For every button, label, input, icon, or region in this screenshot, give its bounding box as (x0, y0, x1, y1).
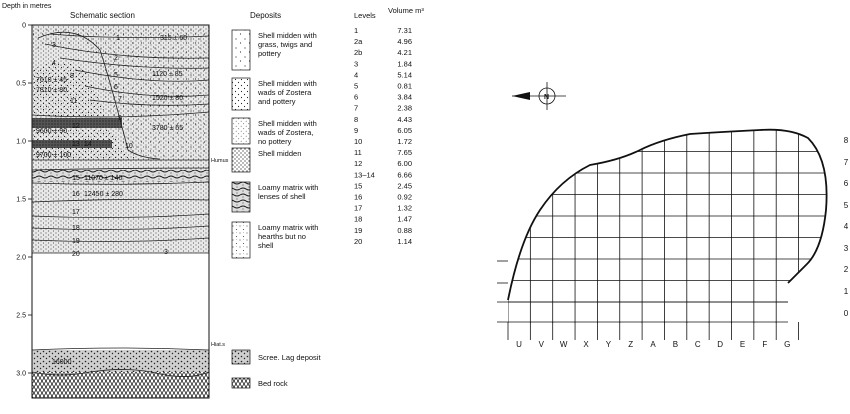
date-label: 16000 (52, 359, 72, 366)
plan-row-label: 0 (843, 309, 849, 318)
section-level-label: 1 (116, 35, 120, 42)
section-blank-zone (32, 253, 209, 350)
plan-row-label: 2 (843, 265, 849, 274)
levels-rows (354, 26, 412, 246)
bedrock-zone (32, 372, 209, 398)
section-level-label: 20 (72, 251, 80, 258)
plan-column-label: V (538, 340, 545, 349)
level-id: 16 (354, 192, 363, 202)
legend-swatch (232, 350, 250, 364)
hiatus-label: Hiat.s (211, 342, 226, 348)
plan-column-label: Z (628, 340, 634, 349)
levels-header: Levels (354, 11, 376, 20)
plan-row-label: 3 (843, 244, 849, 253)
level-id: 10 (354, 137, 363, 146)
plan-column-label: U (516, 340, 522, 349)
date-label: 7610 ± 45 (36, 77, 68, 84)
plan-column-label: D (717, 340, 724, 349)
date-label: 1120 ± 85 (152, 71, 183, 78)
plan-column-label: E (739, 340, 746, 349)
plan-column-label: X (583, 340, 589, 349)
date-label: 9600 ± 90 (36, 128, 68, 135)
date-label: 3780 ± 65 (152, 125, 184, 132)
grid-lines (497, 120, 830, 323)
level-id: 1 (354, 26, 359, 35)
section-level-label: 13 (72, 141, 80, 148)
section-level-label: 3 (164, 249, 168, 256)
legend-items (232, 30, 318, 258)
legend-label: Shell midden with wads of Zostera and pottery (258, 79, 317, 106)
date-label: 315 ± 60 (160, 35, 188, 42)
plan-column-label: F (762, 340, 768, 349)
level-volume: 2.38 (397, 103, 412, 113)
level-id: 19 (354, 225, 363, 235)
level-volume: 7.31 (397, 26, 412, 35)
plan-column-label: W (559, 340, 568, 349)
section-level-label: 12 (72, 123, 80, 130)
section-level-label: 19 (72, 238, 80, 245)
volume-header: Volume m³ (388, 6, 424, 15)
level-id: 18 (354, 214, 363, 224)
section-level-label: 9 (118, 115, 122, 122)
level-id: 8 (354, 114, 359, 124)
depth-tick-label: 2.5 (16, 312, 26, 320)
level-volume: 6.66 (397, 170, 412, 180)
level-volume: 6.00 (397, 159, 412, 169)
depth-tick-label: 1.0 (16, 138, 26, 146)
level-volume: 4.96 (397, 37, 412, 47)
level-id: 11 (354, 148, 362, 158)
north-arrow-icon (512, 82, 566, 110)
humus-label: Humus (211, 158, 229, 164)
legend-label: Shell midden (258, 149, 302, 158)
plan-row-label: 1 (843, 287, 849, 296)
level-id: 7 (354, 103, 359, 113)
plan-row-label: 4 (843, 222, 849, 231)
level-volume: 1.47 (397, 214, 412, 224)
depth-tick-label: 2.0 (16, 254, 26, 262)
level-id: 4 (354, 70, 359, 80)
plan-row-label: 6 (843, 179, 849, 188)
date-label: 12450 ± 280 (84, 191, 123, 198)
section-level-label: 16 (72, 191, 80, 198)
plan-column-label: A (650, 340, 656, 349)
level-volume: 0.81 (397, 81, 412, 91)
depth-tick-label: 0 (22, 22, 26, 30)
section-level-label: 2 (114, 55, 118, 62)
level-volume: 0.92 (397, 192, 412, 202)
level-volume: 1.72 (397, 137, 412, 146)
level-volume: 1.84 (397, 59, 412, 69)
plan-row-label: 8 (843, 136, 849, 145)
plan-column-label: G (784, 340, 791, 349)
level-id: 13–14 (354, 170, 375, 180)
legend-label: Shell midden with grass, twigs and pottery (258, 31, 317, 58)
deposits-legend (232, 11, 321, 388)
level-id: 15 (354, 181, 363, 191)
plan-grid (497, 120, 830, 340)
legend-swatch (232, 78, 250, 110)
legend-label: Loamy matrix with lenses of shell (258, 183, 319, 201)
level-volume: 1.32 (397, 203, 412, 213)
level-volume: 2.45 (397, 181, 412, 191)
legend-bottom-items (232, 350, 321, 388)
plan-row-label: 7 (843, 158, 849, 167)
section-level-label: 8 (70, 73, 74, 80)
section-level-label: 7 (118, 96, 122, 103)
date-label: 11070 ± 140 (84, 175, 123, 182)
legend-label: Bed rock (258, 379, 288, 388)
section-level-label: 6 (114, 84, 118, 91)
legend-title: Deposits (250, 11, 282, 20)
excavation-plan (497, 82, 849, 349)
legend-swatch (232, 222, 250, 258)
north-label: N (544, 94, 550, 101)
level-volume: 4.43 (397, 114, 412, 124)
depth-tick-label: 0.5 (16, 80, 26, 88)
level-volume: 1.14 (397, 236, 412, 246)
level-id: 2a (354, 37, 363, 47)
level-id: 6 (354, 92, 359, 102)
section-level-label: 10 (125, 143, 133, 150)
level-id: 3 (354, 59, 359, 69)
depth-ticks (16, 23, 32, 378)
level-volume: 5.14 (397, 70, 412, 80)
section-level-label: 11 (70, 98, 78, 105)
legend-label: Loamy matrix with hearths but no shell (258, 223, 319, 250)
legend-label: Shell midden with wads of Zostera, no pottery (258, 119, 317, 146)
legend-swatch (232, 148, 250, 172)
schematic-section (2, 3, 229, 398)
grid-extension (497, 261, 799, 340)
section-level-label: 5 (114, 72, 118, 79)
level-volume: 7.65 (397, 148, 412, 158)
level-volume: 6.05 (397, 125, 412, 135)
date-label: 9700 ± 100 (36, 152, 71, 159)
plan-column-label: Y (605, 340, 612, 349)
depth-tick-label: 3.0 (16, 370, 26, 378)
level-id: 2b (354, 48, 363, 58)
plan-row-label: 5 (843, 201, 849, 210)
section-level-label: 15 (72, 175, 80, 182)
date-label: 7810 ± 80 (36, 87, 68, 94)
legend-swatch (232, 30, 250, 70)
legend-swatch (232, 182, 250, 212)
level-id: 17 (354, 203, 363, 213)
level-id: 12 (354, 159, 363, 169)
level-id: 9 (354, 125, 359, 135)
legend-label: Scree. Lag deposit (258, 353, 321, 362)
section-level-label: 17 (72, 209, 80, 216)
levels-table (354, 6, 424, 246)
section-level-label: 3 (52, 42, 56, 49)
plan-column-label: B (672, 340, 679, 349)
plan-column-label: C (694, 340, 701, 349)
legend-swatch (232, 118, 250, 144)
section-level-label: 18 (72, 225, 80, 232)
section-title: Schematic section (70, 11, 135, 20)
level-id: 5 (354, 81, 359, 91)
depth-tick-label: 1.5 (16, 196, 26, 204)
level-volume: 0.88 (397, 225, 412, 235)
site-outline (508, 130, 827, 300)
section-level-label: 4 (52, 60, 56, 67)
level-volume: 3.84 (397, 92, 412, 102)
plan-column-labels (516, 340, 790, 349)
plan-row-labels (844, 136, 849, 318)
level-volume: 4.21 (397, 48, 412, 58)
level-id: 20 (354, 236, 363, 246)
date-label: 1520 ± 80 (152, 95, 184, 102)
depth-axis-title: Depth in metres (2, 3, 52, 10)
legend-swatch (232, 378, 250, 388)
section-level-label: 14 (84, 141, 92, 148)
